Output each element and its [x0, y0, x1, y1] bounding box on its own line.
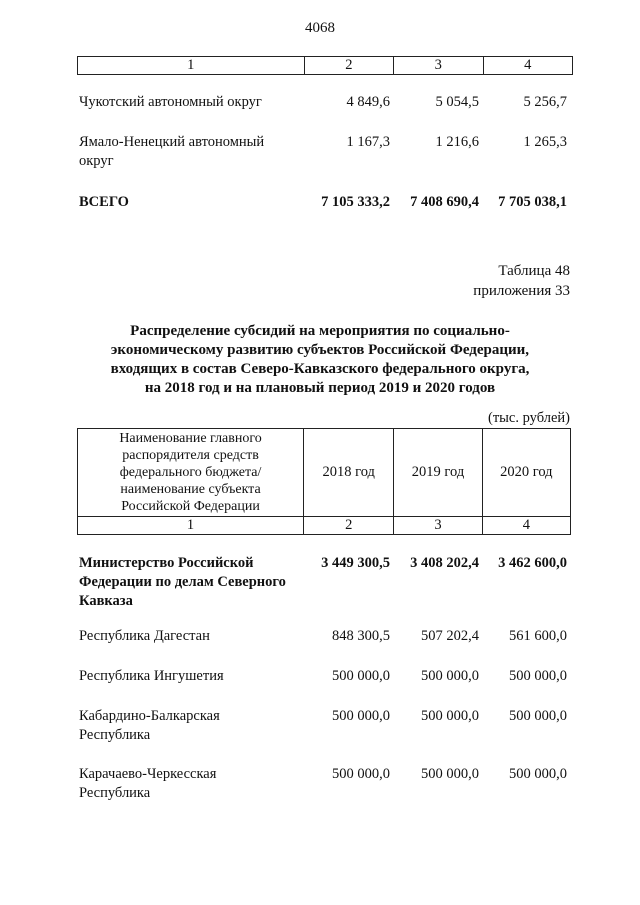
title-line: Распределение субсидий на мероприятия по социально- [130, 323, 510, 339]
region-name: Ямало-Ненецкий автономный округ [79, 134, 265, 169]
value-2019: 500 000,0 [421, 668, 479, 684]
col-number-1: 1 [78, 517, 304, 535]
units-label: (тыс. рублей) [488, 410, 570, 426]
main-table-header [77, 428, 571, 535]
ministry-name: Министерство Российской Федерации по делам Северного Кавказа [79, 555, 286, 609]
total-2018: 7 105 333,2 [321, 194, 390, 210]
value-2018: 3 449 300,5 [321, 555, 390, 571]
header-2019: 2019 год [394, 429, 482, 517]
total-2020: 7 705 038,1 [498, 194, 567, 210]
header-2018: 2018 год [304, 429, 394, 517]
region-name: Карачаево-Черкесская Республика [79, 766, 217, 801]
col-number-2: 2 [304, 57, 393, 75]
region-name: Чукотский автономный округ [79, 94, 262, 110]
col-number-2: 2 [304, 517, 394, 535]
title-line: на 2018 год и на плановый период 2019 и 2020 годов [144, 380, 496, 396]
value-2020: 561 600,0 [509, 628, 567, 644]
value-2020: 500 000,0 [509, 708, 567, 724]
value-2020: 3 462 600,0 [498, 555, 567, 571]
value-2019: 5 054,5 [435, 94, 479, 110]
col-number-4: 4 [483, 57, 572, 75]
value-2019: 1 216,6 [435, 134, 479, 150]
value-2018: 500 000,0 [332, 668, 390, 684]
header-name-text: Наименование главного распорядителя средств федерального бюджета/наименование субъекта Российской Федерации [119, 431, 262, 514]
value-2018: 500 000,0 [332, 766, 390, 782]
value-2018: 4 849,6 [346, 94, 390, 110]
title-line: экономическому развитию субъектов Российской Федерации, [110, 342, 530, 358]
total-label: ВСЕГО [79, 194, 129, 210]
value-2018: 500 000,0 [332, 708, 390, 724]
value-2019: 3 408 202,4 [410, 555, 479, 571]
value-2020: 5 256,7 [523, 94, 567, 110]
value-2019: 500 000,0 [421, 766, 479, 782]
region-name: Республика Дагестан [79, 628, 210, 644]
total-2019: 7 408 690,4 [410, 194, 479, 210]
value-2020: 1 265,3 [523, 134, 567, 150]
region-name: Республика Ингушетия [79, 668, 224, 684]
table-caption-appendix: приложения 33 [473, 283, 570, 299]
col-number-3: 3 [394, 57, 483, 75]
header-name [78, 429, 304, 517]
table-title [0, 322, 640, 398]
value-2018: 1 167,3 [346, 134, 390, 150]
value-2020: 500 000,0 [509, 668, 567, 684]
value-2019: 500 000,0 [421, 708, 479, 724]
region-name: Кабардино-Балкарская Республика [79, 708, 220, 743]
value-2018: 848 300,5 [332, 628, 390, 644]
table-caption-number: Таблица 48 [498, 263, 570, 279]
page-number: 4068 [305, 20, 335, 36]
col-number-1: 1 [78, 57, 305, 75]
col-number-4: 4 [482, 517, 570, 535]
value-2019: 507 202,4 [421, 628, 479, 644]
value-2020: 500 000,0 [509, 766, 567, 782]
col-number-3: 3 [394, 517, 482, 535]
header-2020: 2020 год [482, 429, 570, 517]
top-table-header [77, 56, 573, 75]
title-line: входящих в состав Северо-Кавказского федерального округа, [110, 361, 530, 377]
